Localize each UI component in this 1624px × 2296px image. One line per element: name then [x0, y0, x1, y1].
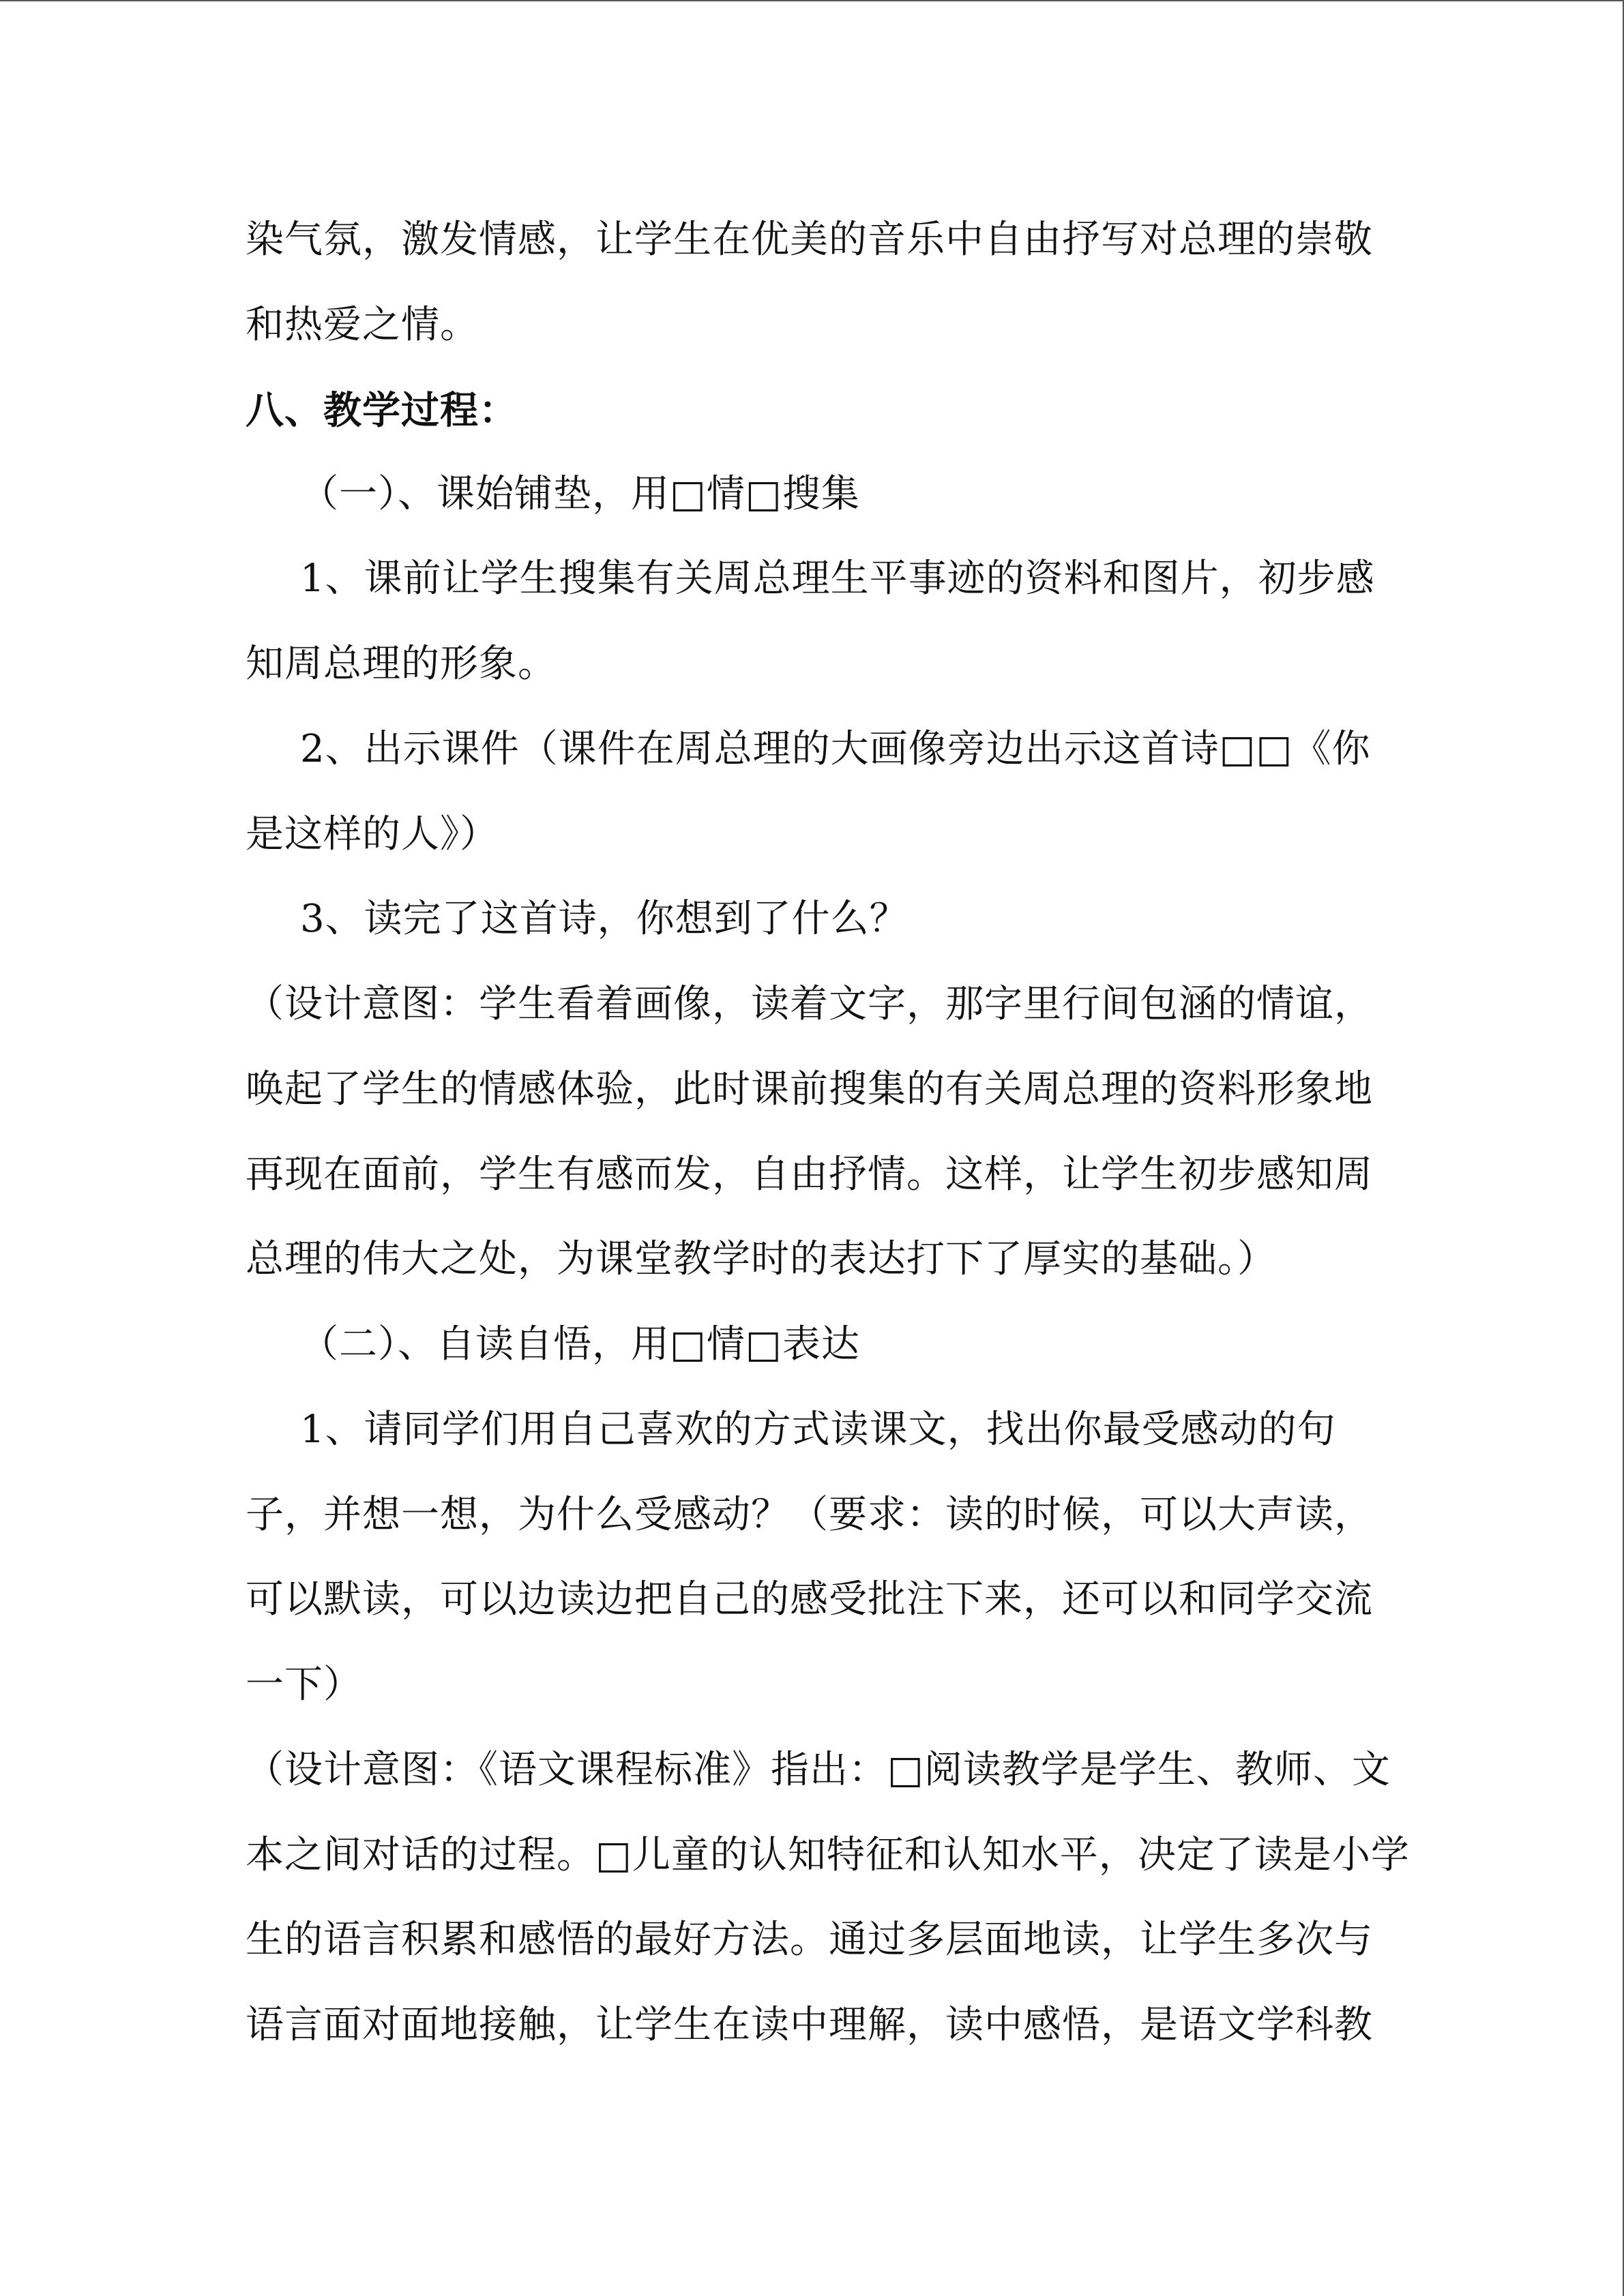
section-heading: 八、教学过程：	[246, 388, 518, 433]
text-line: 1、请同学们用自己喜欢的方式读课文，找出你最受感动的句	[300, 1407, 1336, 1452]
text-line: 和热爱之情。	[246, 303, 479, 347]
text-line: 知周总理的形象。	[246, 642, 557, 686]
text-line: （设计意图：学生看着画像，读着文字，那字里行间包涵的情谊，	[246, 982, 1373, 1026]
text-line: 唤起了学生的情感体验，此时课前搜集的有关周总理的资料形象地	[246, 1067, 1373, 1112]
text-line: 3、读完了这首诗，你想到了什么？	[300, 897, 909, 941]
text-line: 生的语言积累和感悟的最好方法。通过多层面地读，让学生多次与	[246, 1918, 1373, 1962]
text-line: （设计意图：《语文课程标准》指出：□阅读教学是学生、教师、文	[246, 1748, 1391, 1792]
subsection-heading: （二）、自读自悟，用□情□表达	[300, 1322, 860, 1367]
text-line: 1、课前让学生搜集有关周总理生平事迹的资料和图片，初步感	[300, 556, 1375, 601]
text-line: 一下）	[246, 1663, 362, 1707]
text-line: 本之间对话的过程。□儿童的认知特征和认知水平，决定了读是小学	[246, 1833, 1410, 1877]
subsection-heading: （一）、课始铺垫，用□情□搜集	[300, 472, 860, 516]
text-line: 子，并想一想，为什么受感动？（要求：读的时候，可以大声读，	[246, 1493, 1373, 1537]
text-line: 可以默读，可以边读边把自己的感受批注下来，还可以和同学交流	[246, 1577, 1373, 1622]
text-line: 总理的伟大之处，为课堂教学时的表达打下了厚实的基础。）	[246, 1237, 1276, 1281]
text-line: 再现在面前，学生有感而发，自由抒情。这样，让学生初步感知周	[246, 1152, 1373, 1197]
text-line: 2、出示课件（课件在周总理的大画像旁边出示这首诗□□《你	[300, 727, 1371, 771]
text-line: 是这样的人》）	[246, 812, 499, 856]
text-line: 染气氛，激发情感，让学生在优美的音乐中自由抒写对总理的崇敬	[246, 218, 1373, 262]
text-line: 语言面对面地接触，让学生在读中理解，读中感悟，是语文学科教	[246, 2003, 1373, 2047]
